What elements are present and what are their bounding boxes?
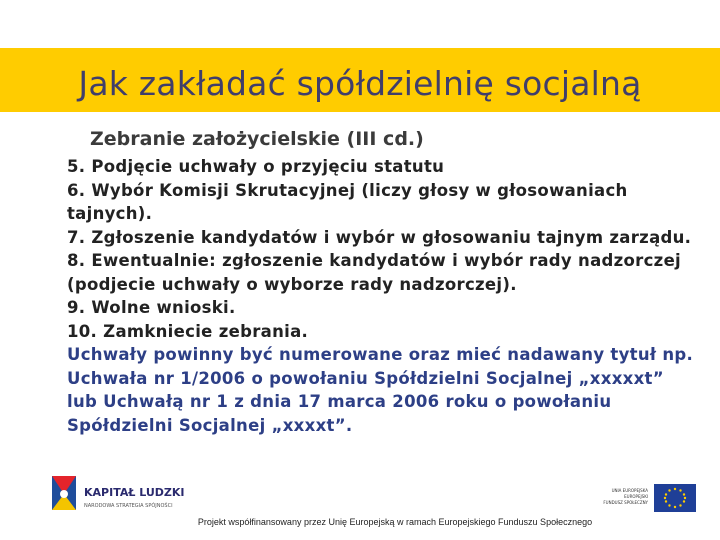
eu-logo-line3: FUNDUSZ SPOŁECZNY xyxy=(603,500,648,505)
note-line: Uchwały powinny być numerowane oraz mieć nadawany tytuł np. xyxy=(67,345,694,364)
kapital-ludzki-subtitle: NARODOWA STRATEGIA SPÓJNOŚCI xyxy=(84,503,173,509)
body-line: (podjecie uchwały o wyborze rady nadzorczej). xyxy=(67,274,517,294)
body-line: 6. Wybór Komisji Skrutacyjnej (liczy głosy w głosowaniach xyxy=(67,180,628,200)
body-line: tajnych). xyxy=(67,204,153,223)
kapital-ludzki-emblem-icon xyxy=(52,476,76,510)
slide-title: Jak zakładać spółdzielnię socjalną xyxy=(78,63,642,103)
body-line: 10. Zamkniecie zebrania. xyxy=(67,321,309,341)
kapital-ludzki-name: KAPITAŁ LUDZKI xyxy=(84,486,185,499)
title-band xyxy=(0,48,720,112)
body-line: 5. Podjęcie uchwały o przyjęciu statutu xyxy=(67,157,445,176)
eu-logo xyxy=(596,482,700,516)
footer-text: Projekt współfinansowany przez Unię Europejską w ramach Europejskiego Funduszu Społecznego xyxy=(197,517,593,527)
kapital-ludzki-logo xyxy=(50,474,190,514)
body-line: 9. Wolne wnioski. xyxy=(67,298,236,317)
note-line: lub Uchwałą nr 1 z dnia 17 marca 2006 roku o powołaniu xyxy=(67,392,612,411)
eu-logo-line2: EUROPEJSKI xyxy=(624,494,648,499)
body-line: 8. Ewentualnie: zgłoszenie kandydatów i wybór rady nadzorczej xyxy=(67,251,682,270)
eu-logo-line1: UNIA EUROPEJSKA xyxy=(611,488,648,493)
slide-subtitle: Zebranie założycielskie (III cd.) xyxy=(90,128,424,150)
slide-body xyxy=(67,155,697,437)
note-line: Spółdzielni Socjalnej „xxxxt”. xyxy=(67,415,353,435)
note-line: Uchwała nr 1/2006 o powołaniu Spółdzielni Socjalnej „xxxxxt” xyxy=(67,368,664,388)
title-container xyxy=(0,48,720,112)
eu-flag-icon xyxy=(654,484,696,512)
body-line: 7. Zgłoszenie kandydatów i wybór w głosowaniu tajnym zarządu. xyxy=(67,227,692,247)
